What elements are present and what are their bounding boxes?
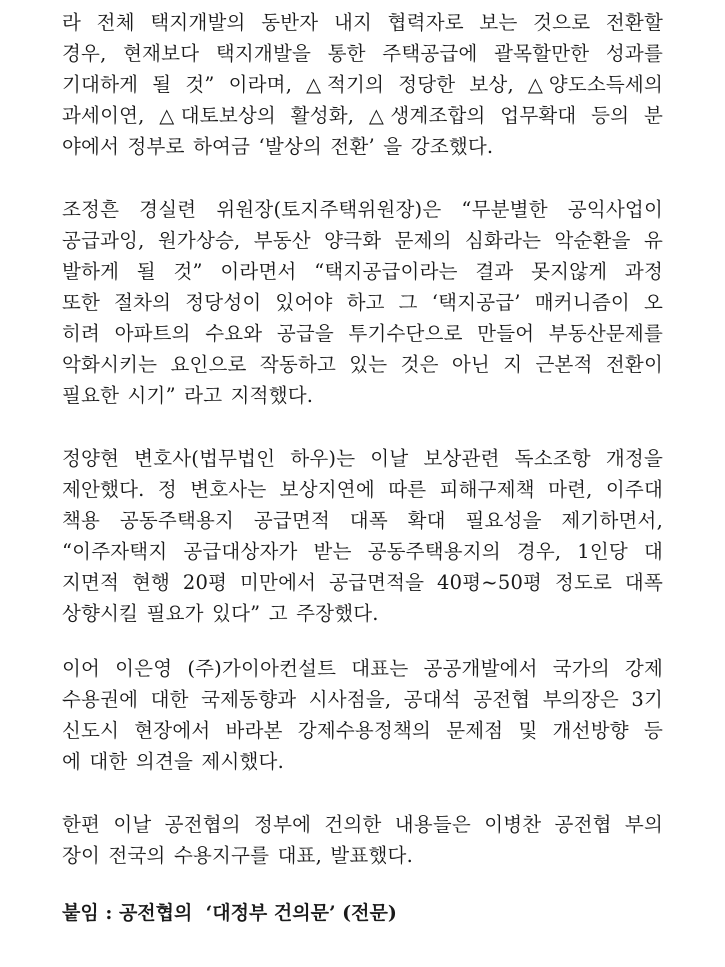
text-line: 필요한 시기” 라고 지적했다. [62, 384, 314, 407]
attachment-note: 붙임 : 공전협의 ‘대정부 건의문’ (전문) [62, 902, 397, 924]
text-line: “이주자택지 공급대상자가 받는 공동주택용지의 경우, 1인당 대 [62, 540, 663, 563]
text-line: 기대하게 될 것” 이라며, △적기의 정당한 보상, △양도소득세의 [62, 73, 663, 96]
text-line: 한편 이날 공전협의 정부에 건의한 내용들은 이병찬 공전협 부의 [62, 813, 663, 836]
text-line: 수용권에 대한 국제동향과 시사점을, 공대석 공전협 부의장은 3기 [62, 688, 663, 711]
text-line: 경우, 현재보다 택지개발을 통한 주택공급에 괄목할만한 성과를 [62, 42, 663, 65]
text-line: 또한 절차의 정당성이 있어야 하고 그 ‘택지공급’ 매커니즘이 오 [62, 291, 663, 314]
text-line: 신도시 현장에서 바라본 강제수용정책의 문제점 및 개선방향 등 [62, 719, 663, 742]
text-line: 지면적 현행 20평 미만에서 공급면적을 40평~50평 정도로 대폭 [62, 571, 663, 594]
text-line: 히려 아파트의 수요와 공급을 투기수단으로 만들어 부동산문제를 [62, 322, 663, 345]
text-line: 장이 전국의 수용지구를 대표, 발표했다. [62, 844, 413, 867]
text-line: 공급과잉, 원가상승, 부동산 양극화 문제의 심화라는 악순환을 유 [62, 229, 663, 252]
text-line: 이어 이은영 (주)가이아컨설트 대표는 공공개발에서 국가의 강제 [62, 657, 663, 680]
text-line: 악화시키는 요인으로 작동하고 있는 것은 아닌 지 근본적 전환이 [62, 353, 663, 376]
text-line: 라 전체 택지개발의 동반자 내지 협력자로 보는 것으로 전환할 [62, 11, 663, 34]
text-line: 책용 공동주택용지 공급면적 대폭 확대 필요성을 제기하면서, [62, 509, 663, 532]
text-line: 과세이연, △대토보상의 활성화, △생계조합의 업무확대 등의 분 [62, 104, 663, 127]
text-line: 야에서 정부로 하여금 ‘발상의 전환’ 을 강조했다. [62, 135, 494, 158]
text-line: 제안했다. 정 변호사는 보상지연에 따른 피해구제책 마련, 이주대 [62, 478, 663, 501]
text-line: 에 대한 의견을 제시했다. [62, 750, 284, 773]
text-line: 발하게 될 것” 이라면서 “택지공급이라는 결과 못지않게 과정 [62, 260, 663, 283]
text-line: 상향시킬 필요가 있다” 고 주장했다. [62, 602, 379, 625]
text-line: 정양현 변호사(법무법인 하우)는 이날 보상관련 독소조항 개정을 [62, 447, 663, 470]
text-line: 조정흔 경실련 위원장(토지주택위원장)은 “무분별한 공익사업이 [62, 198, 663, 221]
